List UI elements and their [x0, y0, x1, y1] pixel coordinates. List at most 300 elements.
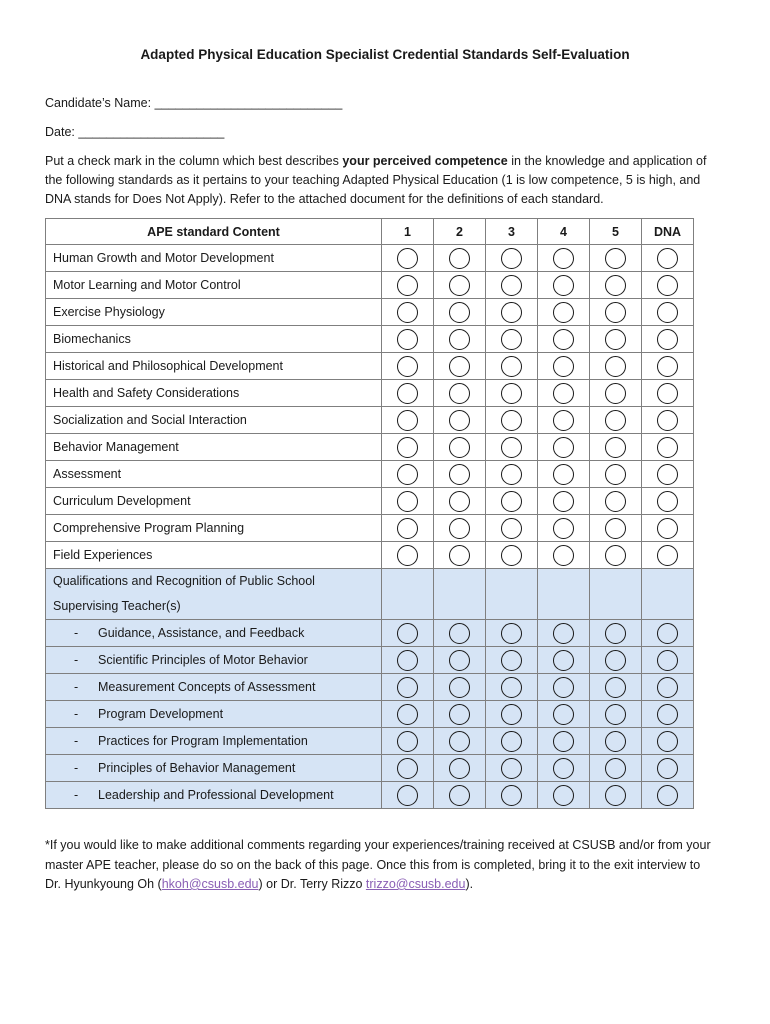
rating-radio-3[interactable]	[501, 518, 522, 539]
rating-cell-dna	[642, 461, 694, 488]
rating-cell-2	[434, 728, 486, 755]
rating-radio-3[interactable]	[501, 464, 522, 485]
standard-label: Behavior Management	[46, 434, 382, 461]
bullet-dash: -	[74, 653, 79, 667]
rating-cell-3	[486, 353, 538, 380]
rating-radio-2[interactable]	[449, 410, 470, 431]
rating-cell-1	[382, 272, 434, 299]
rating-cell-3	[486, 488, 538, 515]
rating-radio-4[interactable]	[553, 545, 574, 566]
rating-cell-dna	[642, 245, 694, 272]
rating-radio-1[interactable]	[397, 545, 418, 566]
rating-radio-2[interactable]	[449, 248, 470, 269]
rating-radio-5[interactable]	[605, 758, 626, 779]
rating-radio-3[interactable]	[501, 491, 522, 512]
table-row	[46, 755, 694, 782]
rating-radio-5[interactable]	[605, 329, 626, 350]
sub-standard-label	[46, 728, 382, 755]
rating-radio-dna[interactable]	[657, 437, 678, 458]
table-row	[46, 299, 694, 326]
rating-cell-2	[434, 407, 486, 434]
rating-cell-dna	[642, 515, 694, 542]
rating-cell-5	[590, 728, 642, 755]
rating-cell-1	[382, 515, 434, 542]
rating-radio-2[interactable]	[449, 731, 470, 752]
rating-radio-4[interactable]	[553, 248, 574, 269]
sub-standard-text: Practices for Program Implementation	[98, 734, 308, 748]
rating-radio-1[interactable]	[397, 437, 418, 458]
table-row	[46, 782, 694, 809]
rating-cell-4	[538, 728, 590, 755]
table-row	[46, 647, 694, 674]
sub-standard-label	[46, 701, 382, 728]
rating-cell-2	[434, 380, 486, 407]
rating-radio-5[interactable]	[605, 356, 626, 377]
standard-label: Assessment	[46, 461, 382, 488]
table-row	[46, 326, 694, 353]
table-row	[46, 353, 694, 380]
instructions-text-2: in the knowledge and application of the following standards as it pertains to your teaching Adapted Physical Education (1 is low competence, 5 is high, and DNA stands for Does Not Apply). Refer to the attached document for the definitions of each standard.	[45, 154, 707, 206]
rating-cell-5	[590, 272, 642, 299]
rating-cell-2	[434, 326, 486, 353]
rating-cell-1	[382, 434, 434, 461]
header-2: 2	[434, 219, 486, 245]
section-header-empty-cell	[382, 569, 434, 620]
rating-radio-4[interactable]	[553, 518, 574, 539]
standard-label: Historical and Philosophical Development	[46, 353, 382, 380]
rating-radio-1[interactable]	[397, 650, 418, 671]
candidate-name-label: Candidate’s Name:	[45, 96, 152, 110]
standard-label: Exercise Physiology	[46, 299, 382, 326]
standard-label: Motor Learning and Motor Control	[46, 272, 382, 299]
section-header-empty-cell	[538, 569, 590, 620]
rating-radio-5[interactable]	[605, 545, 626, 566]
date-blank[interactable]: _____________________	[78, 125, 225, 139]
rating-cell-4	[538, 272, 590, 299]
rating-radio-1[interactable]	[397, 758, 418, 779]
bullet-dash: -	[74, 626, 79, 640]
sub-standard-text: Measurement Concepts of Assessment	[98, 680, 316, 694]
standards-table	[45, 218, 694, 809]
rating-cell-5	[590, 674, 642, 701]
rating-radio-5[interactable]	[605, 491, 626, 512]
rating-radio-4[interactable]	[553, 491, 574, 512]
standard-label: Field Experiences	[46, 542, 382, 569]
rating-cell-dna	[642, 542, 694, 569]
rating-radio-5[interactable]	[605, 464, 626, 485]
rating-radio-dna[interactable]	[657, 785, 678, 806]
rating-radio-1[interactable]	[397, 731, 418, 752]
rating-radio-3[interactable]	[501, 731, 522, 752]
table-row	[46, 434, 694, 461]
rating-cell-1	[382, 647, 434, 674]
sub-standard-label	[46, 647, 382, 674]
rating-cell-5	[590, 515, 642, 542]
rating-cell-2	[434, 272, 486, 299]
section-header-row	[46, 569, 694, 620]
rating-cell-dna	[642, 380, 694, 407]
rating-radio-4[interactable]	[553, 731, 574, 752]
bullet-dash: -	[74, 707, 79, 721]
rating-cell-5	[590, 380, 642, 407]
rating-radio-5[interactable]	[605, 731, 626, 752]
rating-radio-2[interactable]	[449, 302, 470, 323]
rating-radio-1[interactable]	[397, 356, 418, 377]
rating-cell-4	[538, 515, 590, 542]
rating-cell-dna	[642, 353, 694, 380]
rating-cell-1	[382, 380, 434, 407]
rating-radio-3[interactable]	[501, 275, 522, 296]
rating-cell-3	[486, 782, 538, 809]
rating-radio-4[interactable]	[553, 464, 574, 485]
rating-cell-3	[486, 674, 538, 701]
table-row	[46, 728, 694, 755]
rating-cell-2	[434, 755, 486, 782]
rating-radio-4[interactable]	[553, 410, 574, 431]
bullet-dash: -	[74, 734, 79, 748]
rating-radio-4[interactable]	[553, 785, 574, 806]
rating-cell-2	[434, 461, 486, 488]
rating-cell-2	[434, 434, 486, 461]
rating-cell-4	[538, 488, 590, 515]
rating-radio-2[interactable]	[449, 275, 470, 296]
rating-radio-dna[interactable]	[657, 545, 678, 566]
rating-cell-2	[434, 299, 486, 326]
rating-radio-1[interactable]	[397, 677, 418, 698]
rating-cell-2	[434, 245, 486, 272]
rating-radio-dna[interactable]	[657, 731, 678, 752]
rating-cell-1	[382, 542, 434, 569]
rating-cell-dna	[642, 674, 694, 701]
table-row	[46, 542, 694, 569]
rating-cell-2	[434, 353, 486, 380]
rating-radio-3[interactable]	[501, 545, 522, 566]
rating-radio-1[interactable]	[397, 275, 418, 296]
rating-radio-2[interactable]	[449, 623, 470, 644]
rating-radio-2[interactable]	[449, 758, 470, 779]
rating-cell-2	[434, 620, 486, 647]
rating-radio-5[interactable]	[605, 275, 626, 296]
rating-radio-3[interactable]	[501, 302, 522, 323]
rating-radio-3[interactable]	[501, 677, 522, 698]
rating-cell-1	[382, 755, 434, 782]
bullet-dash: -	[74, 788, 79, 802]
rating-radio-1[interactable]	[397, 491, 418, 512]
rating-radio-3[interactable]	[501, 329, 522, 350]
rating-cell-dna	[642, 782, 694, 809]
rating-radio-3[interactable]	[501, 410, 522, 431]
sub-standard-text: Program Development	[98, 707, 224, 721]
rating-radio-dna[interactable]	[657, 704, 678, 725]
rating-cell-3	[486, 728, 538, 755]
rating-cell-dna	[642, 434, 694, 461]
rating-cell-4	[538, 782, 590, 809]
rating-radio-3[interactable]	[501, 758, 522, 779]
rating-radio-4[interactable]	[553, 704, 574, 725]
sub-standard-label	[46, 755, 382, 782]
sub-standard-label	[46, 620, 382, 647]
rating-radio-4[interactable]	[553, 356, 574, 377]
rating-cell-2	[434, 701, 486, 728]
email-link-trizzo[interactable]: trizzo@csusb.edu	[365, 877, 466, 891]
rating-radio-5[interactable]	[605, 785, 626, 806]
rating-cell-3	[486, 245, 538, 272]
rating-radio-dna[interactable]	[657, 650, 678, 671]
rating-cell-dna	[642, 326, 694, 353]
rating-cell-3	[486, 299, 538, 326]
rating-radio-2[interactable]	[449, 650, 470, 671]
rating-cell-3	[486, 515, 538, 542]
bullet-dash: -	[74, 680, 79, 694]
rating-cell-4	[538, 434, 590, 461]
rating-radio-5[interactable]	[605, 410, 626, 431]
rating-radio-5[interactable]	[605, 677, 626, 698]
rating-radio-dna[interactable]	[657, 464, 678, 485]
candidate-name-blank[interactable]: ___________________________	[154, 96, 343, 110]
rating-cell-1	[382, 245, 434, 272]
rating-cell-3	[486, 755, 538, 782]
rating-cell-1	[382, 620, 434, 647]
rating-radio-5[interactable]	[605, 383, 626, 404]
rating-radio-1[interactable]	[397, 383, 418, 404]
sub-standard-text: Principles of Behavior Management	[98, 761, 296, 775]
rating-radio-dna[interactable]	[657, 491, 678, 512]
rating-radio-3[interactable]	[501, 383, 522, 404]
rating-cell-1	[382, 407, 434, 434]
table-row	[46, 488, 694, 515]
rating-cell-4	[538, 380, 590, 407]
footer-text-3: ).	[465, 877, 474, 891]
header-3: 3	[486, 219, 538, 245]
standard-label: Health and Safety Considerations	[46, 380, 382, 407]
rating-radio-5[interactable]	[605, 437, 626, 458]
rating-cell-2	[434, 647, 486, 674]
rating-cell-3	[486, 326, 538, 353]
header-4: 4	[538, 219, 590, 245]
rating-cell-3	[486, 434, 538, 461]
rating-cell-4	[538, 407, 590, 434]
rating-cell-4	[538, 701, 590, 728]
rating-cell-3	[486, 272, 538, 299]
rating-radio-dna[interactable]	[657, 275, 678, 296]
rating-cell-5	[590, 782, 642, 809]
rating-cell-dna	[642, 755, 694, 782]
footer-text-2: ) or Dr. Terry Rizzo	[258, 877, 366, 891]
rating-cell-5	[590, 647, 642, 674]
rating-cell-4	[538, 542, 590, 569]
footer-note	[45, 836, 717, 895]
table-row	[46, 674, 694, 701]
rating-radio-3[interactable]	[501, 248, 522, 269]
rating-radio-5[interactable]	[605, 248, 626, 269]
rating-radio-1[interactable]	[397, 785, 418, 806]
rating-radio-4[interactable]	[553, 437, 574, 458]
rating-cell-4	[538, 620, 590, 647]
section-header-empty-cell	[642, 569, 694, 620]
section-header-empty-cell	[590, 569, 642, 620]
sub-standard-text: Guidance, Assistance, and Feedback	[98, 626, 305, 640]
rating-cell-4	[538, 353, 590, 380]
rating-radio-dna[interactable]	[657, 758, 678, 779]
standard-label: Human Growth and Motor Development	[46, 245, 382, 272]
standard-label: Curriculum Development	[46, 488, 382, 515]
rating-cell-3	[486, 407, 538, 434]
rating-radio-1[interactable]	[397, 464, 418, 485]
rating-radio-dna[interactable]	[657, 410, 678, 431]
rating-radio-dna[interactable]	[657, 677, 678, 698]
rating-radio-1[interactable]	[397, 704, 418, 725]
rating-cell-4	[538, 755, 590, 782]
table-row	[46, 515, 694, 542]
header-dna: DNA	[642, 219, 694, 245]
rating-radio-dna[interactable]	[657, 302, 678, 323]
rating-cell-1	[382, 782, 434, 809]
header-1: 1	[382, 219, 434, 245]
rating-cell-3	[486, 380, 538, 407]
rating-cell-5	[590, 245, 642, 272]
rating-radio-5[interactable]	[605, 518, 626, 539]
rating-cell-2	[434, 674, 486, 701]
rating-radio-2[interactable]	[449, 704, 470, 725]
rating-cell-dna	[642, 620, 694, 647]
rating-radio-4[interactable]	[553, 302, 574, 323]
rating-radio-2[interactable]	[449, 491, 470, 512]
rating-cell-2	[434, 542, 486, 569]
instructions-bold: your perceived competence	[342, 154, 508, 168]
rating-radio-1[interactable]	[397, 302, 418, 323]
rating-radio-5[interactable]	[605, 623, 626, 644]
rating-cell-5	[590, 620, 642, 647]
sub-standard-label	[46, 674, 382, 701]
rating-cell-3	[486, 461, 538, 488]
rating-cell-5	[590, 755, 642, 782]
header-5: 5	[590, 219, 642, 245]
sub-standard-text: Leadership and Professional Development	[98, 788, 334, 802]
rating-radio-3[interactable]	[501, 785, 522, 806]
instructions	[45, 152, 717, 209]
table-row	[46, 620, 694, 647]
rating-radio-4[interactable]	[553, 677, 574, 698]
table-row	[46, 272, 694, 299]
rating-radio-2[interactable]	[449, 518, 470, 539]
rating-radio-4[interactable]	[553, 383, 574, 404]
rating-radio-3[interactable]	[501, 437, 522, 458]
instructions-text-1: Put a check mark in the column which best describes	[45, 154, 343, 168]
date-field	[45, 125, 224, 139]
rating-radio-dna[interactable]	[657, 518, 678, 539]
rating-cell-4	[538, 647, 590, 674]
rating-radio-5[interactable]	[605, 650, 626, 671]
rating-radio-2[interactable]	[449, 329, 470, 350]
rating-radio-1[interactable]	[397, 410, 418, 431]
rating-cell-dna	[642, 299, 694, 326]
rating-radio-2[interactable]	[449, 677, 470, 698]
rating-cell-5	[590, 407, 642, 434]
rating-cell-1	[382, 353, 434, 380]
section-header-line-2: Supervising Teacher(s)	[53, 599, 181, 613]
rating-cell-5	[590, 701, 642, 728]
standard-label: Comprehensive Program Planning	[46, 515, 382, 542]
rating-cell-1	[382, 728, 434, 755]
rating-cell-dna	[642, 488, 694, 515]
rating-radio-3[interactable]	[501, 623, 522, 644]
email-link-hkoh[interactable]: hkoh@csusb.edu	[161, 877, 259, 891]
rating-cell-3	[486, 620, 538, 647]
rating-cell-3	[486, 701, 538, 728]
standard-label: Biomechanics	[46, 326, 382, 353]
rating-cell-5	[590, 488, 642, 515]
rating-radio-dna[interactable]	[657, 248, 678, 269]
rating-cell-5	[590, 434, 642, 461]
rating-radio-4[interactable]	[553, 275, 574, 296]
rating-radio-2[interactable]	[449, 464, 470, 485]
rating-radio-1[interactable]	[397, 329, 418, 350]
rating-cell-4	[538, 461, 590, 488]
rating-radio-2[interactable]	[449, 383, 470, 404]
rating-cell-dna	[642, 728, 694, 755]
rating-cell-4	[538, 674, 590, 701]
rating-radio-2[interactable]	[449, 437, 470, 458]
rating-radio-5[interactable]	[605, 704, 626, 725]
rating-radio-4[interactable]	[553, 329, 574, 350]
section-header-empty-cell	[486, 569, 538, 620]
sub-standard-text: Scientific Principles of Motor Behavior	[98, 653, 308, 667]
rating-radio-3[interactable]	[501, 650, 522, 671]
page-title: Adapted Physical Education Specialist Credential Standards Self-Evaluation	[140, 47, 630, 62]
date-label: Date:	[45, 125, 75, 139]
rating-radio-1[interactable]	[397, 518, 418, 539]
rating-cell-1	[382, 461, 434, 488]
rating-cell-dna	[642, 701, 694, 728]
rating-radio-3[interactable]	[501, 356, 522, 377]
rating-cell-5	[590, 353, 642, 380]
rating-radio-2[interactable]	[449, 545, 470, 566]
rating-cell-3	[486, 647, 538, 674]
rating-radio-dna[interactable]	[657, 383, 678, 404]
table-row	[46, 701, 694, 728]
rating-radio-5[interactable]	[605, 302, 626, 323]
rating-radio-1[interactable]	[397, 248, 418, 269]
rating-radio-4[interactable]	[553, 623, 574, 644]
table-row	[46, 380, 694, 407]
rating-radio-dna[interactable]	[657, 329, 678, 350]
candidate-name-field	[45, 96, 342, 110]
section-header-label	[46, 569, 382, 620]
section-header-line-1: Qualifications and Recognition of Public School	[53, 574, 315, 588]
bullet-dash: -	[74, 761, 79, 775]
rating-radio-4[interactable]	[553, 650, 574, 671]
rating-cell-1	[382, 326, 434, 353]
rating-radio-dna[interactable]	[657, 623, 678, 644]
header-content: APE standard Content	[46, 219, 382, 245]
rating-radio-2[interactable]	[449, 785, 470, 806]
rating-cell-2	[434, 782, 486, 809]
section-header-empty-cell	[434, 569, 486, 620]
rating-cell-3	[486, 542, 538, 569]
rating-radio-3[interactable]	[501, 704, 522, 725]
rating-cell-5	[590, 299, 642, 326]
table-row	[46, 407, 694, 434]
rating-radio-4[interactable]	[553, 758, 574, 779]
table-row	[46, 245, 694, 272]
footer-text-1: *If you would like to make additional comments regarding your experiences/training received at CSUSB and/or from your master APE teacher, please do so on the back of this page. Once this from is completed, bring it to the exit interview to Dr. Hyunkyoung Oh (	[45, 838, 711, 891]
rating-radio-2[interactable]	[449, 356, 470, 377]
rating-radio-dna[interactable]	[657, 356, 678, 377]
rating-cell-dna	[642, 407, 694, 434]
rating-radio-1[interactable]	[397, 623, 418, 644]
rating-cell-dna	[642, 647, 694, 674]
rating-cell-dna	[642, 272, 694, 299]
